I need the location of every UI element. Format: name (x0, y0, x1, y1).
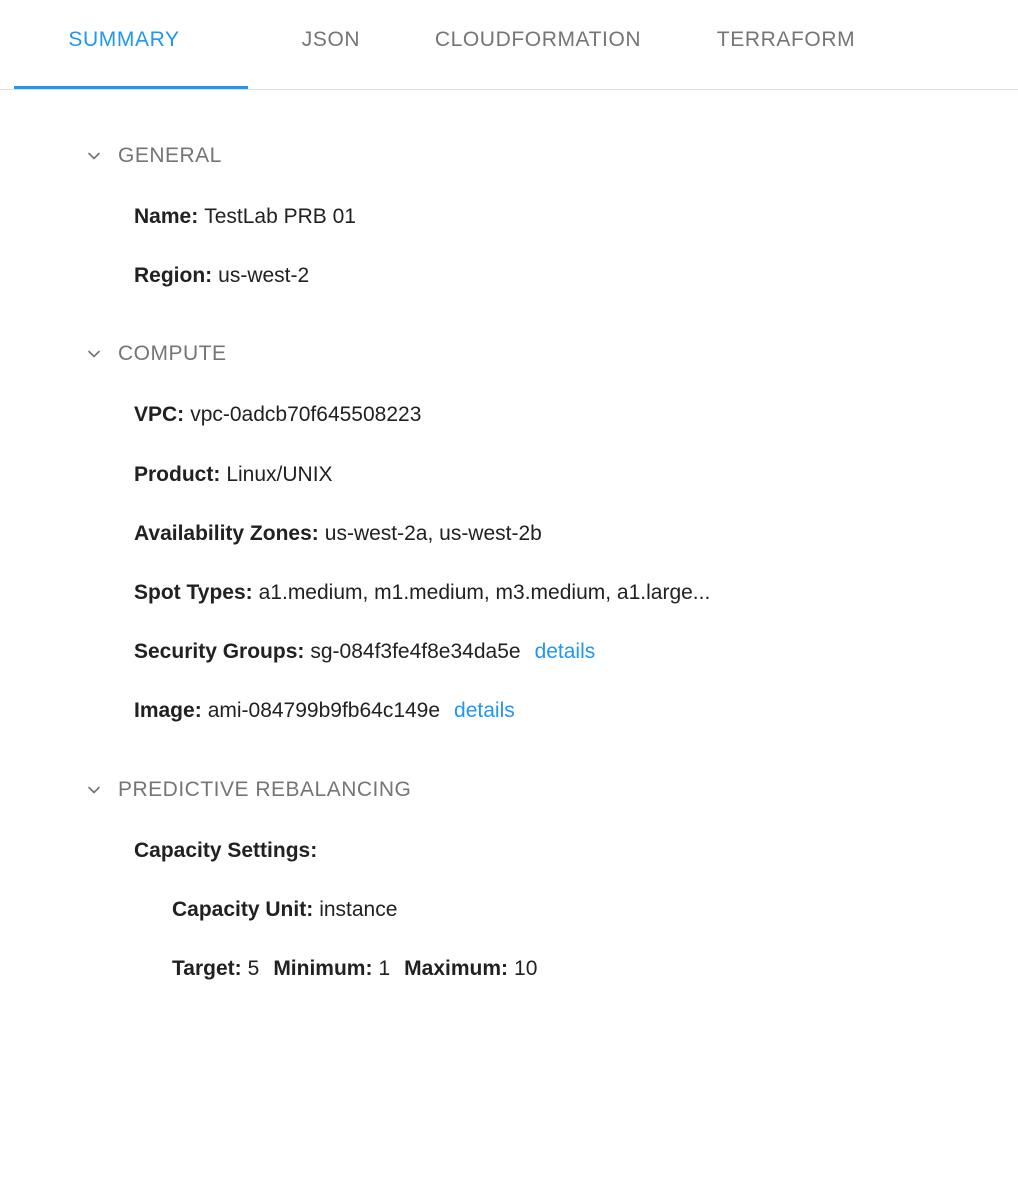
section-header-compute[interactable] (0, 342, 1018, 366)
field-availability-zones-label: Availability Zones: (134, 521, 319, 545)
field-target-value: 5 (247, 956, 260, 980)
chevron-down-icon (84, 146, 104, 166)
section-header-predictive-rebalancing[interactable] (0, 778, 1018, 802)
section-title-predictive-rebalancing: PREDICTIVE REBALANCING (118, 777, 412, 801)
field-product-label: Product: (134, 462, 221, 486)
tab-cloudformation[interactable]: CLOUDFORMATION (434, 27, 642, 51)
field-product (0, 462, 1018, 487)
field-region (0, 263, 1018, 288)
field-security-groups-label: Security Groups: (134, 640, 305, 664)
field-region-label: Region: (134, 264, 213, 288)
field-product-value: Linux/UNIX (226, 462, 333, 486)
field-vpc (0, 402, 1018, 427)
image-details-link[interactable]: details (454, 699, 515, 723)
field-capacity-settings-label: Capacity Settings: (134, 838, 318, 862)
field-spot-types-value: a1.medium, m1.medium, m3.medium, a1.large... (258, 580, 711, 604)
field-spot-types-label: Spot Types: (134, 580, 253, 604)
field-name-value: TestLab PRB 01 (204, 205, 356, 228)
field-spot-types (0, 580, 1018, 605)
tab-summary[interactable]: SUMMARY (68, 27, 180, 51)
field-region-value: us-west-2 (218, 264, 310, 288)
field-target-min-max (0, 956, 1018, 981)
field-image (0, 698, 1018, 723)
section-title-general: GENERAL (118, 144, 222, 167)
field-image-label: Image: (134, 699, 202, 723)
field-security-groups (0, 639, 1018, 664)
field-capacity-unit-label: Capacity Unit: (172, 897, 314, 921)
field-capacity-settings (0, 838, 1018, 863)
chevron-down-icon (84, 780, 104, 800)
field-target-label: Target: (172, 956, 242, 980)
field-availability-zones (0, 521, 1018, 546)
field-image-value: ami-084799b9fb64c149e (207, 699, 441, 723)
tab-json[interactable]: JSON (301, 27, 361, 51)
field-availability-zones-value: us-west-2a, us-west-2b (324, 521, 542, 545)
field-vpc-value: vpc-0adcb70f645508223 (190, 403, 422, 427)
field-maximum-value: 10 (514, 956, 538, 980)
field-name (0, 204, 1018, 229)
field-minimum-label: Minimum: (273, 956, 373, 980)
chevron-down-icon (84, 344, 104, 364)
field-vpc-label: VPC: (134, 403, 185, 427)
active-tab-indicator (14, 86, 248, 89)
security-groups-details-link[interactable]: details (534, 640, 596, 664)
summary-content (0, 144, 1018, 981)
tab-terraform[interactable]: TERRAFORM (716, 27, 856, 51)
field-minimum-value: 1 (378, 956, 391, 980)
field-maximum-label: Maximum: (404, 956, 509, 980)
field-security-groups-value: sg-084f3fe4f8e34da5e (310, 640, 521, 664)
section-title-compute: COMPUTE (118, 342, 227, 366)
field-name-label: Name: (134, 205, 199, 228)
section-header-general[interactable] (0, 144, 1018, 168)
field-capacity-unit (0, 897, 1018, 922)
field-capacity-unit-value: instance (319, 897, 398, 921)
tab-bar (0, 0, 1018, 90)
